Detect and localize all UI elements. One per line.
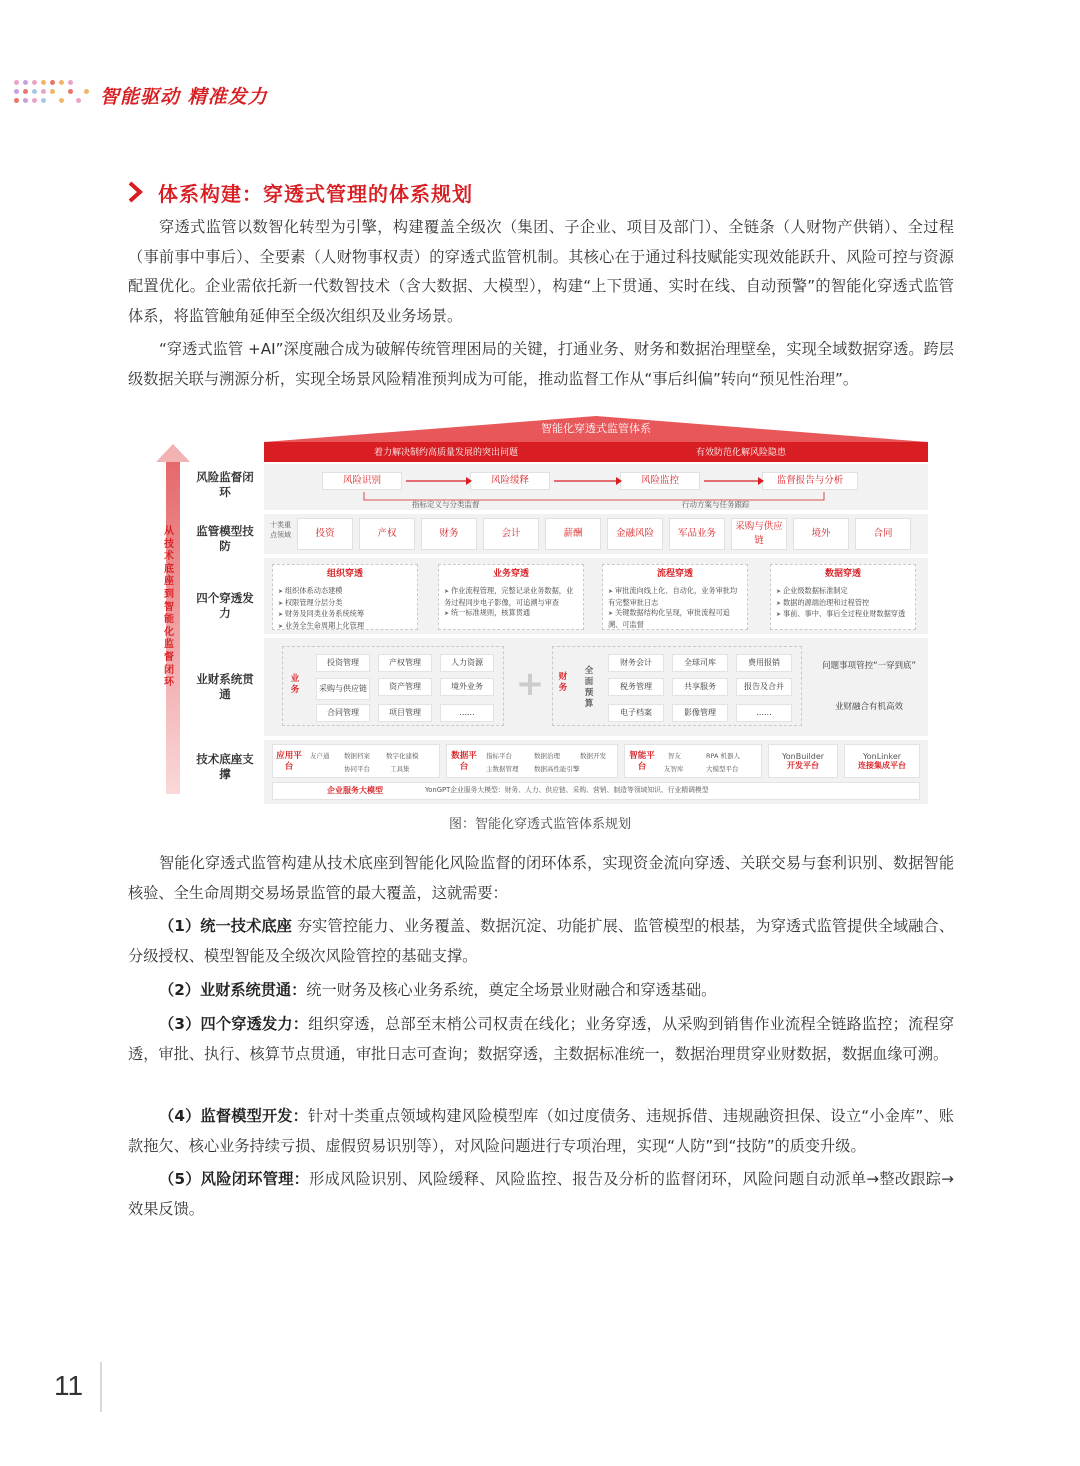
chevron-right-icon [126, 180, 146, 204]
list-label: （4）监督模型开发： [159, 1107, 309, 1125]
fin-mod-earchive: 电子档案 [608, 704, 664, 722]
list-label: （1）统一技术底座 [159, 917, 292, 935]
pen-title-data: 数据穿透 [824, 569, 861, 579]
fin-mod-shared: 共享服务 [672, 678, 728, 696]
pen-line: ➤ 财务及同类业务系统统筹 [278, 609, 414, 621]
fin-mod-image: 影像管理 [672, 704, 728, 722]
section-title: 体系构建：穿透式管理的体系规划 [158, 182, 473, 206]
loop-step-report: 监督报告与分析 [762, 472, 858, 490]
list-item-1 [128, 912, 954, 971]
side-note-issue-control: 问题事项管控“一穿到底” [822, 661, 916, 671]
llm-text: YonGPT企业服务大模型：财务、人力、供应链、采购、营销、制造等领域知识、行业精调模型 [425, 786, 709, 795]
pen-line: ➤ 审批流向线上化、自动化，业务审批均有完整审批日志 [608, 586, 744, 608]
tech-item: 工具集 [390, 765, 410, 773]
loop-step-monitor: 风险监控 [620, 472, 700, 490]
banner-left-text: 着力解决制约高质量发展的突出问题 [374, 448, 519, 458]
side-note-integration: 业财融合有机高效 [834, 702, 903, 712]
goal-banner [264, 442, 928, 462]
pen-line: ➤ 数据的源端治理和过程管控 [776, 598, 912, 610]
list-text: 针对十类重点领域构建风险模型库（如过度债务、违规拆借、违规融资担保、设立“小金库”、账款拖欠、核心业务持续亏损、虚假贸易识别等），对风险问题进行专项治理，实现“人防”到“技防”的质变升级。 [128, 1107, 954, 1155]
biz-mod-assets: 资产管理 [378, 678, 432, 696]
biz-mod-investment: 投资管理 [316, 654, 370, 672]
fin-mod-report: 报告及合并 [736, 678, 792, 696]
biz-mod-contract: 合同管理 [316, 704, 370, 722]
domain-overseas: 境外 [793, 518, 849, 550]
tech-item: RPA 机器人 [706, 752, 741, 760]
domain-military-business: 军品业务 [669, 518, 725, 550]
pen-line: ➤ 企业级数据标准制定 [776, 586, 912, 598]
domain-contract: 合同 [855, 518, 911, 550]
banner-right-text: 有效防范化解风险隐患 [696, 448, 787, 458]
llm-bar [272, 782, 920, 800]
tech-yonlinker [844, 744, 920, 778]
domain-investment: 投资 [297, 518, 353, 550]
roof-title: 智能化穿透式监管体系 [541, 422, 651, 435]
tech-item: 协同平台 [344, 765, 370, 773]
domain-salary: 薪酬 [545, 518, 601, 550]
llm-label: 企业服务大模型 [327, 786, 383, 796]
tech-item: 数据高性能引擎 [534, 765, 580, 773]
list-item-4 [128, 1102, 954, 1161]
pen-body-data [776, 586, 912, 621]
body-paragraph-3: 智能化穿透式监管构建从技术底座到智能化风险监督的闭环体系，实现资金流向穿透、关联交易与套利识别、数据智能核验、全生命周期交易场景监管的最大覆盖，这就需要： [128, 854, 954, 902]
tech-item: 友户通 [310, 752, 330, 760]
domain-accounting: 会计 [483, 518, 539, 550]
figure-caption: 图：智能化穿透式监管体系规划 [448, 817, 631, 832]
pen-line: ➤ 关键数据结构化呈现，审批流程可追溯、可监督 [608, 608, 744, 630]
list-text: 夯实管控能力、业务覆盖、数据沉淀、功能扩展、监管模型的根基，为穿透式监管提供全域融合、分级授权、模型智能及全级次风险管控的基础支撑。 [128, 917, 955, 965]
fin-mod-treasury: 全球司库 [672, 654, 728, 672]
tech-item: 数据治理 [534, 752, 560, 760]
list-item-3 [128, 1010, 954, 1069]
list-label: （2）业财系统贯通： [159, 981, 307, 999]
loop-arrows [264, 472, 928, 506]
yonbuilder-name: YonBuilder [781, 751, 825, 761]
row-label-business-finance: 业财系统贯通 [196, 672, 254, 701]
domain-procurement: 采购与供应链 [731, 518, 787, 550]
biz-label: 业务 [290, 674, 300, 695]
tech-ai-name: 智能平台 [629, 751, 655, 772]
list-item-2 [128, 976, 954, 1006]
fin-mod-tax: 税务管理 [608, 678, 664, 696]
pen-body-business [444, 586, 580, 620]
biz-mod-property: 产权管理 [378, 654, 432, 672]
tech-app-name: 应用平台 [276, 751, 302, 772]
row-label-model: 监管模型技防 [196, 524, 254, 553]
pen-line: ➤ 业务全生命周期上化管理 [278, 621, 414, 633]
list-label: （5）风险闭环管理： [159, 1170, 310, 1188]
domain-financial-risk: 金融风险 [607, 518, 663, 550]
pen-line: ➤ 组织体系动态建模 [278, 586, 414, 598]
list-text: 统一财务及核心业务系统，奠定全场景业财融合和穿透基础。 [306, 981, 717, 999]
yonlinker-sub: 连接集成平台 [858, 761, 906, 770]
brand-slogan: 智能驱动 精准发力 [100, 86, 268, 108]
vertical-arrow-label: 从技术底座到智能化监督闭环 [164, 526, 174, 689]
tech-item: 主数据管理 [486, 765, 519, 773]
pen-body-process [608, 586, 744, 630]
tech-yonbuilder [768, 744, 838, 778]
tech-item: 数据开发 [580, 752, 606, 760]
fin-mod-accounting: 财务会计 [608, 654, 664, 672]
brand-dots-decoration [14, 80, 94, 110]
row-label-penetration: 四个穿透发力 [196, 591, 254, 620]
loop-note-right: 行动方案与任务跟踪 [682, 500, 750, 509]
intro-paragraph-2: “穿透式监管 +AI”深度融合成为破解传统管理困局的关键，打通业务、财务和数据治理壁垒，实现全域数据穿透。跨层级数据关联与溯源分析，实现全场景风险精准预判成为可能，推动监督工作从“事后纠偏”转向“预见性治理”。 [128, 340, 954, 388]
pen-title-process: 流程穿透 [656, 569, 693, 579]
tech-item: 友智库 [664, 765, 684, 773]
tech-item: 数据档案 [344, 752, 370, 760]
pen-title-business: 业务穿透 [492, 569, 529, 579]
pen-line: ➤ 事前、事中、事后全过程业财数据穿透 [776, 609, 912, 621]
row-label-risk-loop: 风险监督闭环 [196, 470, 254, 499]
biz-mod-project: 项目管理 [378, 704, 432, 722]
tech-item: 大模型平台 [706, 765, 739, 773]
loop-step-mitigate: 风险缓释 [470, 472, 550, 490]
biz-mod-overseas: 境外业务 [440, 678, 494, 696]
tech-item: 数字化建模 [386, 752, 419, 760]
tech-item: 指标平台 [486, 752, 512, 760]
row-label-tech-base: 技术底座支撑 [196, 752, 254, 781]
tech-item: 智友 [668, 752, 681, 760]
fin-mod-expense: 费用报销 [736, 654, 792, 672]
page-number-divider [100, 1362, 102, 1412]
list-label: （3）四个穿透发力： [159, 1015, 309, 1033]
loop-step-identify: 风险识别 [322, 472, 402, 490]
list-item-5 [128, 1165, 954, 1224]
yonlinker-name: YonLinker [862, 751, 902, 761]
tech-data-name: 数据平台 [451, 751, 477, 772]
fin-budget-label: 全面预算 [584, 666, 594, 709]
pen-body-org [278, 586, 414, 632]
ten-domains-label: 十类重点领域 [270, 521, 291, 539]
supervision-system-figure [150, 416, 930, 806]
biz-mod-procurement: 采购与供应链 [316, 678, 370, 700]
pen-title-org: 组织穿透 [326, 569, 363, 579]
intro-paragraph-1: 穿透式监管以数智化转型为引擎，构建覆盖全级次（集团、子企业、项目及部门）、全链条（人财物产供销）、全过程（事前事中事后）、全要素（人财物事权责）的穿透式监管机制。其核心在于通过科技赋能实现效能跃升、风险可控与资源配置优化。企业需依托新一代数智技术（含大数据、大模型），构建“上下贯通、实时在线、自动预警”的智能化穿透式监管体系，将监管触角延伸至全级次组织及业务场景。 [128, 218, 954, 325]
plus-icon: + [515, 664, 545, 704]
domain-property-rights: 产权 [359, 518, 415, 550]
pen-line: ➤ 统一标准规则，核算贯通 [444, 608, 580, 620]
fin-mod-more: ...... [736, 704, 792, 722]
list-text: 组织穿透，总部至末梢公司权责在线化；业务穿透，从采购到销售作业流程全链路监控；流程穿透，审批、执行、核算节点贯通，审批日志可查询；数据穿透，主数据标准统一，数据治理贯穿业财数据，数据血缘可溯。 [128, 1015, 955, 1063]
pen-line: ➤ 作业流程管理，完整记录业务数据，业务过程同步电子影像，可追溯与审查 [444, 586, 580, 608]
pen-line: ➤ 权限管理分层分类 [278, 598, 414, 610]
page-number: 11 [54, 1370, 84, 1401]
fin-label: 财务 [558, 672, 568, 693]
biz-mod-more: ...... [440, 704, 494, 722]
domain-finance: 财务 [421, 518, 477, 550]
yonbuilder-sub: 开发平台 [787, 761, 819, 770]
loop-note-left: 指标定义与分类监督 [412, 500, 480, 509]
biz-mod-hr: 人力资源 [440, 654, 494, 672]
list-text: 形成风险识别、风险缓释、风险监控、报告及分析的监督闭环，风险问题自动派单→整改跟踪→效果反馈。 [128, 1170, 954, 1218]
